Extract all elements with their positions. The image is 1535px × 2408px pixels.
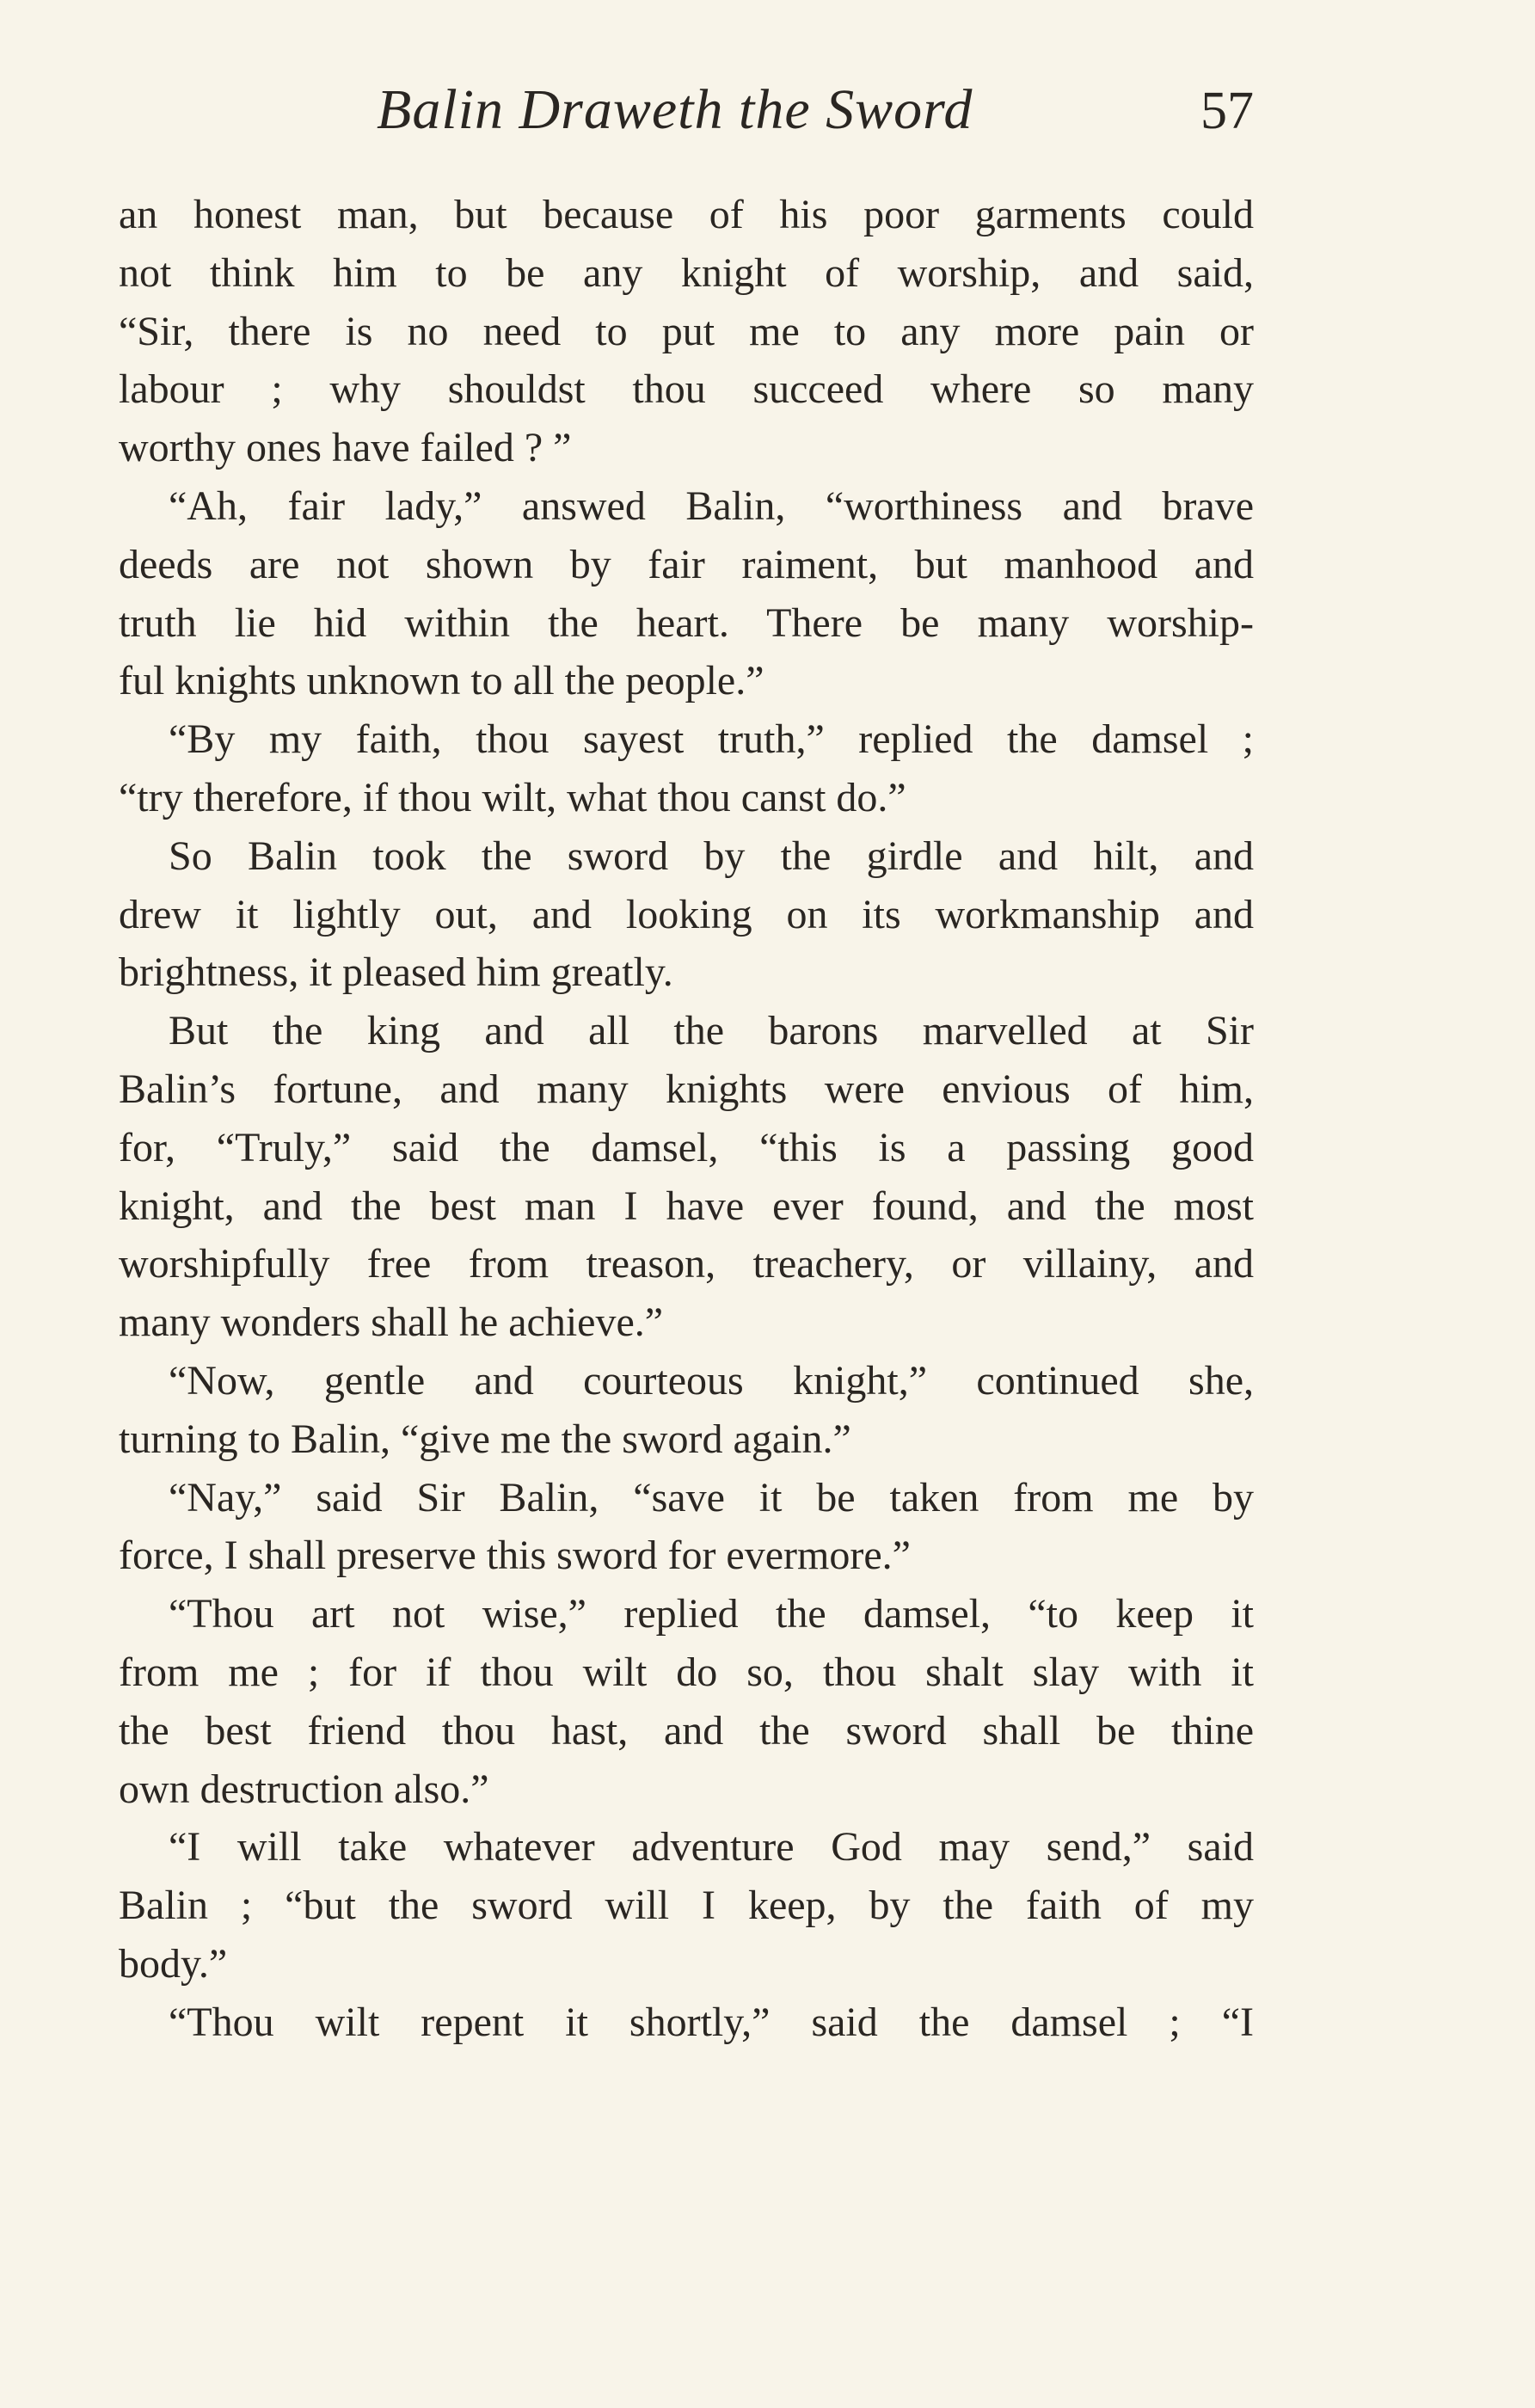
paragraph — [119, 1993, 1254, 2052]
text-line: not think him to be any knight of worship, and said, — [119, 249, 1254, 296]
paragraph — [119, 1818, 1254, 1993]
paragraph — [119, 827, 1254, 1002]
text-line: labour ; why shouldst thou succeed where so many — [119, 366, 1254, 413]
text-line: “Thou wilt repent it shortly,” said the damsel ; “I — [169, 1999, 1254, 2045]
text-line: “Ah, fair lady,” answed Balin, “worthiness and brave — [169, 482, 1254, 529]
text-line: an honest man, but because of his poor garments could — [119, 192, 1254, 237]
page-number: 57 — [1200, 82, 1254, 140]
text-line: “I will take whatever adventure God may send,” said — [169, 1824, 1254, 1870]
text-line: “Thou art not wise,” replied the damsel, “to keep it — [169, 1591, 1254, 1637]
text-line: But the king and all the barons marvelled at Sir — [169, 1008, 1254, 1054]
text-line: “By my faith, thou sayest truth,” replied the damsel ; — [169, 716, 1254, 763]
text-line: force, I shall preserve this sword for evermore.” — [119, 1533, 911, 1579]
paragraph — [119, 477, 1254, 710]
text-line: So Balin took the sword by the girdle and hilt, and — [169, 832, 1254, 879]
text-line: worthy ones have failed ? ” — [119, 425, 572, 471]
page-header — [119, 77, 1254, 155]
text-line: knight, and the best man I have ever found, and the most — [119, 1182, 1254, 1229]
paragraph — [119, 1002, 1254, 1352]
text-line: truth lie hid within the heart. There be many worship- — [119, 599, 1254, 646]
paragraph — [119, 1352, 1254, 1469]
text-line: body.” — [119, 1940, 228, 1987]
text-line: “try therefore, if thou wilt, what thou canst do.” — [119, 774, 906, 820]
text-line: the best friend thou hast, and the sword shall be thine — [119, 1707, 1254, 1754]
text-line: own destruction also.” — [119, 1766, 489, 1812]
text-line: many wonders shall he achieve.” — [119, 1299, 664, 1346]
text-line: “Now, gentle and courteous knight,” continued she, — [169, 1357, 1254, 1404]
text-line: “Nay,” said Sir Balin, “save it be taken from me by — [169, 1474, 1254, 1520]
text-line: drew it lightly out, and looking on its workmanship and — [119, 891, 1254, 937]
text-line: from me ; for if thou wilt do so, thou shalt slay with it — [119, 1649, 1254, 1695]
paragraph — [119, 710, 1254, 827]
paragraph — [119, 1585, 1254, 1818]
text-line: Balin’s fortune, and many knights were envious of him, — [119, 1066, 1254, 1112]
body-text — [119, 186, 1254, 2052]
text-line: ful knights unknown to all the people.” — [119, 658, 764, 704]
paragraph — [119, 186, 1254, 477]
text-line: Balin ; “but the sword will I keep, by the faith of my — [119, 1883, 1254, 1929]
text-line: turning to Balin, “give me the sword again.” — [119, 1416, 851, 1462]
text-line: for, “Truly,” said the damsel, “this is a passing good — [119, 1124, 1254, 1170]
running-title: Balin Draweth the Sword — [377, 78, 973, 141]
text-line: worshipfully free from treason, treachery, or villainy, and — [119, 1241, 1254, 1287]
paragraph — [119, 1469, 1254, 1586]
text-line: brightness, it pleased him greatly. — [119, 949, 673, 996]
text-line: deeds are not shown by fair raiment, but manhood and — [119, 541, 1254, 587]
text-line: “Sir, there is no need to put me to any more pain or — [119, 308, 1254, 354]
